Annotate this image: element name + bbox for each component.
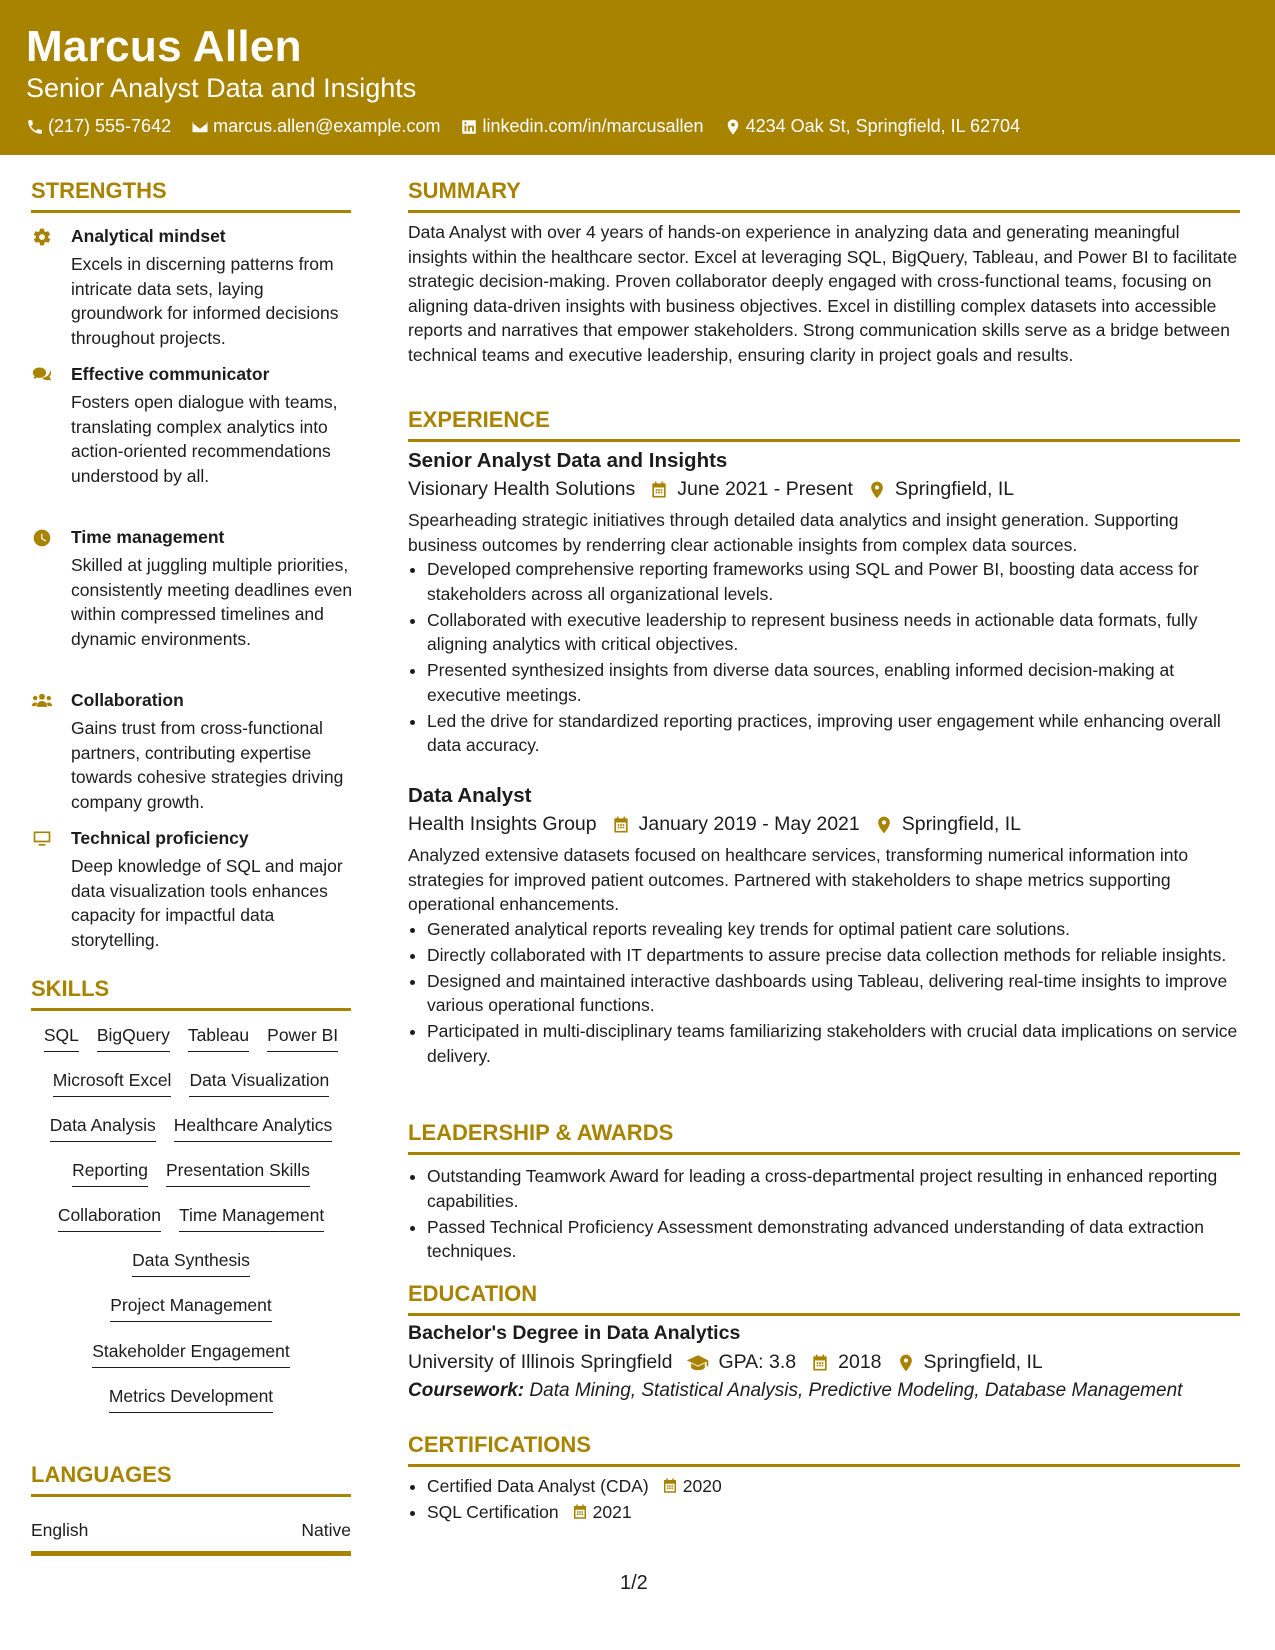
resume-header — [0, 0, 1275, 155]
contact-address — [724, 116, 1021, 137]
strength-title: Time management — [71, 527, 225, 547]
company-name: Health Insights Group — [408, 813, 597, 835]
education-heading: EDUCATION — [408, 1281, 1240, 1316]
education-entry — [408, 1322, 1240, 1402]
skills-row — [31, 1070, 351, 1097]
skill-tag: Data Visualization — [189, 1070, 329, 1097]
certification-item — [427, 1500, 1240, 1525]
calendar-icon — [611, 815, 631, 835]
skill-tag: Time Management — [179, 1205, 324, 1232]
people-icon — [31, 691, 55, 713]
skill-tag: SQL — [44, 1025, 79, 1052]
skill-tag: Reporting — [72, 1160, 148, 1187]
skill-tag: BigQuery — [97, 1025, 170, 1052]
job-bullets — [408, 917, 1240, 1069]
gpa: GPA: 3.8 — [718, 1351, 797, 1373]
monitor-icon — [31, 829, 55, 851]
job-location: Springfield, IL — [901, 813, 1021, 835]
contact-phone[interactable] — [26, 116, 171, 137]
address-text: 4234 Oak St, Springfield, IL 62704 — [745, 116, 1021, 136]
envelope-icon — [191, 118, 209, 136]
language-row — [31, 1520, 351, 1556]
award-item: • Outstanding Teamwork Award for leading a cross-departmental project resulting in enhanced reporting capabilities. — [427, 1164, 1240, 1213]
experience-entry — [408, 784, 1240, 1070]
map-pin-icon — [867, 480, 887, 500]
awards-heading: LEADERSHIP & AWARDS — [408, 1120, 1240, 1155]
chat-icon — [31, 365, 55, 387]
job-title: Senior Analyst Data and Insights — [408, 449, 728, 472]
certification-item — [427, 1474, 1240, 1499]
certification-name: • Certified Data Analyst (CDA) — [427, 1476, 649, 1496]
award-item: • Passed Technical Proficiency Assessment demonstrating advanced understanding of data extraction techniques. — [427, 1215, 1240, 1264]
linkedin-text: linkedin.com/in/marcusallen — [482, 116, 704, 136]
skills-row — [31, 1160, 351, 1187]
calendar-icon — [649, 480, 669, 500]
job-description: Analyzed extensive datasets focused on healthcare services, transforming numerical information into strategies for improved patient outcomes. Partnered with stakeholders to shape metrics supporting operational enhancements. — [408, 845, 1189, 914]
certification-year: 2020 — [682, 1476, 722, 1496]
strength-title: Analytical mindset — [71, 226, 226, 246]
bullet-item: • Led the drive for standardized reporting practices, improving user engagement while enhancing overall data accuracy. — [427, 709, 1240, 758]
job-title: Data Analyst — [408, 784, 532, 807]
skills-row — [31, 1295, 351, 1322]
phone-text: (217) 555-7642 — [48, 116, 172, 136]
bullet-item: • Directly collaborated with IT departments to assure precise data collection methods for reliable insights. — [427, 943, 1240, 968]
bullet-item: • Generated analytical reports revealing key trends for optimal patient care solutions. — [427, 917, 1240, 942]
coursework-text: Data Mining, Statistical Analysis, Predictive Modeling, Database Management — [529, 1380, 1183, 1401]
map-pin-icon — [874, 815, 894, 835]
strength-desc: Excels in discerning patterns from intricate data sets, laying groundwork for informed decisions throughout projects. — [71, 254, 339, 348]
strength-desc: Fosters open dialogue with teams, translating complex analytics into action-oriented recommendations understood by all. — [71, 392, 338, 486]
job-description: Spearheading strategic initiatives through detailed data analytics and insight generation. Supporting business outcomes by renderring clear actionable insights from complex data sources. — [408, 510, 1179, 555]
candidate-name: Marcus Allen — [26, 22, 302, 71]
skill-tag: Tableau — [188, 1025, 249, 1052]
calendar-icon — [810, 1353, 830, 1373]
languages-heading: LANGUAGES — [31, 1462, 351, 1497]
skills-row — [31, 1115, 351, 1142]
bullet-item: • Designed and maintained interactive dashboards using Tableau, delivering real-time insights to improve various operational functions. — [427, 969, 1240, 1018]
skills-row — [31, 1341, 351, 1368]
strength-desc: Gains trust from cross-functional partners, contributing expertise towards cohesive strategies driving company growth. — [71, 718, 344, 812]
company-name: Visionary Health Solutions — [408, 478, 636, 500]
phone-icon — [26, 118, 44, 136]
job-dates: January 2019 - May 2021 — [638, 813, 860, 835]
skills-row — [31, 1250, 351, 1277]
coursework-label: Coursework: — [408, 1380, 525, 1401]
certification-year: 2021 — [592, 1502, 632, 1522]
clock-icon — [31, 528, 55, 550]
skills-row — [31, 1025, 351, 1052]
graduation-year: 2018 — [838, 1351, 882, 1373]
job-meta — [408, 478, 1240, 501]
bullet-item: • Participated in multi-disciplinary teams familiarizing stakeholders with crucial data implications on service delivery. — [427, 1019, 1240, 1068]
skills-row — [31, 1205, 351, 1232]
certifications-heading: CERTIFICATIONS — [408, 1432, 1240, 1467]
email-text: marcus.allen@example.com — [213, 116, 441, 136]
skills-heading: SKILLS — [31, 976, 351, 1011]
contact-email[interactable] — [191, 116, 440, 137]
language-level: Native — [301, 1520, 351, 1540]
skill-tag: Presentation Skills — [166, 1160, 310, 1187]
job-dates: June 2021 - Present — [677, 478, 853, 500]
strength-desc: Deep knowledge of SQL and major data visualization tools enhances capacity for impactful data storytelling. — [71, 856, 343, 950]
skill-tag: Data Analysis — [50, 1115, 156, 1142]
school-location: Springfield, IL — [923, 1351, 1043, 1373]
skill-tag: Metrics Development — [109, 1386, 273, 1413]
language-name: English — [31, 1520, 89, 1540]
strengths-heading: STRENGTHS — [31, 178, 351, 213]
job-location: Springfield, IL — [894, 478, 1015, 500]
calendar-icon — [661, 1477, 679, 1495]
bullet-item: • Collaborated with executive leadership to represent business needs in actionable data formats, fully aligning analytics with critical objectives. — [427, 608, 1240, 657]
graduation-cap-icon — [686, 1353, 710, 1373]
candidate-title: Senior Analyst Data and Insights — [26, 73, 417, 103]
job-bullets — [408, 557, 1240, 758]
summary-text: Data Analyst with over 4 years of hands-on experience in analyzing data and generating meaningful insights within the healthcare sector. Excel at leveraging SQL, BigQuery, Tableau, and Power BI to facilitate strategic decision-making. Proven collaborator deeply engaged with cross-functional teams, focusing on aligning data-driven insights with business objectives. Excel in distilling complex datasets into accessible reports and narratives that empower stakeholders. Strong communication skills serve as a bridge between technical teams and executive leadership, ensuring clarity in project goals and results. — [408, 222, 1238, 365]
experience-entry — [408, 449, 1240, 759]
coursework-line — [408, 1380, 1240, 1402]
job-meta — [408, 813, 1240, 836]
school-name: University of Illinois Springfield — [408, 1351, 673, 1373]
map-pin-icon — [896, 1353, 916, 1373]
education-meta — [408, 1351, 1240, 1374]
strength-title: Collaboration — [71, 690, 184, 710]
page-number: 1/2 — [620, 1572, 648, 1594]
skill-tag: Power BI — [267, 1025, 338, 1052]
skill-tag: Data Synthesis — [132, 1250, 250, 1277]
strength-title: Technical proficiency — [71, 828, 249, 848]
skill-tag: Microsoft Excel — [53, 1070, 172, 1097]
skill-tag: Collaboration — [58, 1205, 161, 1232]
summary-heading: SUMMARY — [408, 178, 1240, 213]
skill-tag: Stakeholder Engagement — [92, 1341, 290, 1368]
strength-desc: Skilled at juggling multiple priorities, consistently meeting deadlines even within compressed timelines and dynamic environments. — [71, 555, 353, 649]
skill-tag: Healthcare Analytics — [174, 1115, 333, 1142]
gear-icon — [31, 227, 55, 249]
map-pin-icon — [724, 118, 742, 136]
awards-list — [408, 1164, 1240, 1265]
experience-heading: EXPERIENCE — [408, 407, 1240, 442]
strength-title: Effective communicator — [71, 364, 270, 384]
calendar-icon — [571, 1503, 589, 1521]
linkedin-icon — [460, 118, 478, 136]
certifications-list — [408, 1474, 1240, 1526]
contact-linkedin[interactable] — [460, 116, 703, 137]
skill-tag: Project Management — [110, 1295, 271, 1322]
bullet-item: • Developed comprehensive reporting frameworks using SQL and Power BI, boosting data access for stakeholders across all organizational levels. — [427, 557, 1240, 606]
degree-title: Bachelor's Degree in Data Analytics — [408, 1322, 741, 1344]
bullet-item: • Presented synthesized insights from diverse data sources, enabling informed decision-making at executive meetings. — [427, 658, 1240, 707]
certification-name: • SQL Certification — [427, 1502, 559, 1522]
contact-bar — [26, 116, 1020, 137]
skills-row — [31, 1386, 351, 1413]
